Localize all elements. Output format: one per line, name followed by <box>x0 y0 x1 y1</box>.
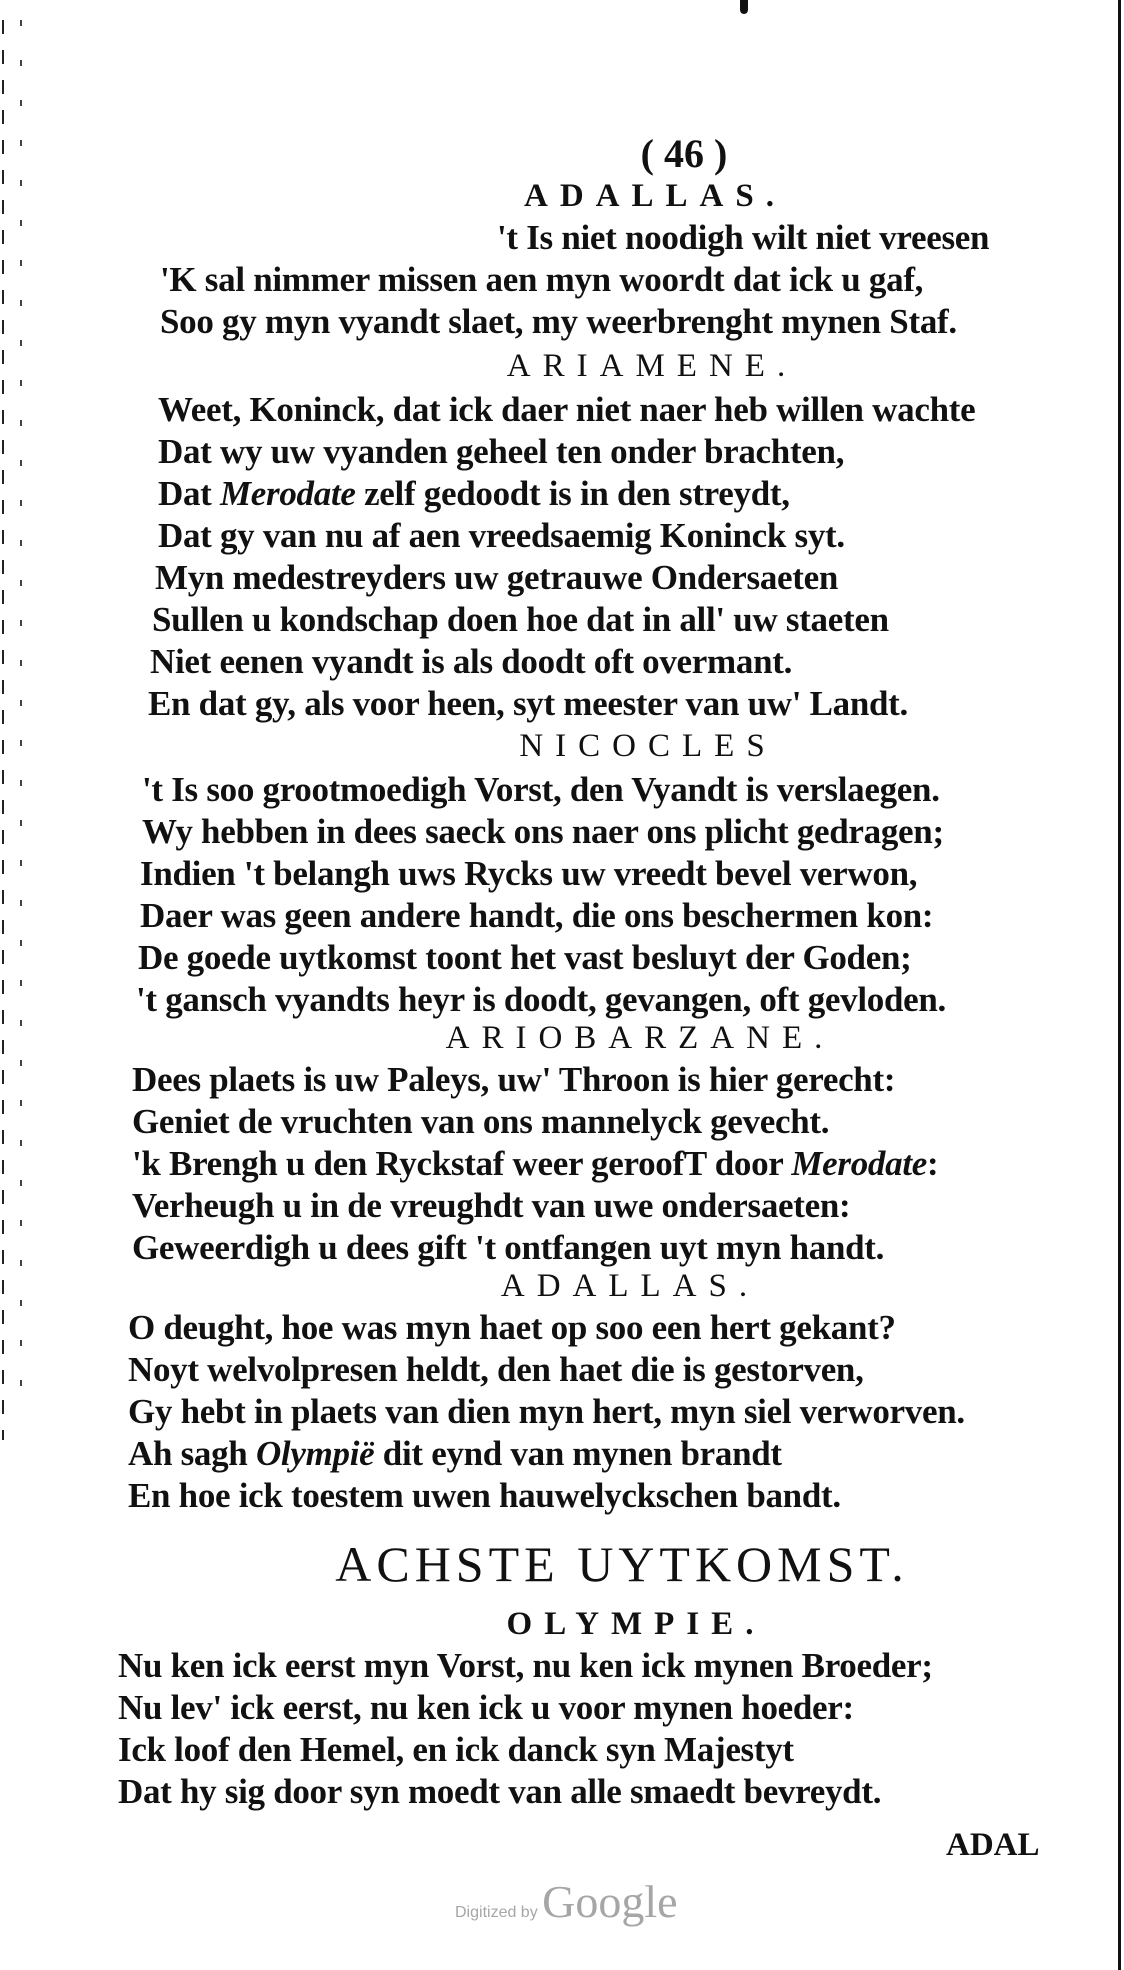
verse-word: dit eynd van mynen brandt <box>374 1434 782 1473</box>
verse-line: Geniet de vruchten van ons mannelyck gevecht. <box>132 1102 830 1141</box>
page-number: ( 46 ) <box>640 131 728 176</box>
verse-line: Daer was geen andere handt, die ons beschermen kon: <box>140 896 934 935</box>
verse-line: Verheugh u in de vreughdt van uwe ondersaeten: <box>132 1186 851 1225</box>
chapter-title: ACHSTE UYTKOMST. <box>335 1536 909 1592</box>
verse-line: Indien 't belangh uws Rycks uw vreedt bevel verwon, <box>140 854 918 893</box>
speaker-heading: ADALLAS. <box>500 1268 760 1304</box>
verse-line: 'K sal nimmer missen aen myn woordt dat ick u gaf, <box>160 260 924 299</box>
verse-line: Dat wy uw vyanden geheel ten onder brachten, <box>158 432 845 471</box>
verse-line: 't Is soo grootmoedigh Vorst, den Vyandt is verslaegen. <box>142 770 940 809</box>
verse-line: Dees plaets is uw Paleys, uw' Throon is hier gerecht: <box>132 1060 896 1099</box>
verse-line <box>158 476 790 511</box>
verse-line: Myn medestreyders uw getrauwe Ondersaeten <box>155 558 839 597</box>
verse-word: Dat <box>158 474 220 513</box>
watermark-prefix: Digitized by <box>455 1904 538 1921</box>
verse-line: Sullen u kondschap doen hoe dat in all' uw staeten <box>152 600 889 639</box>
proper-name-merodate: Merodate <box>219 474 356 513</box>
page-edge-left <box>2 20 4 1440</box>
verse-line: En hoe ick toestem uwen hauwelyckschen bandt. <box>128 1476 841 1515</box>
verse-line: Niet eenen vyandt is als doodt oft overmant. <box>150 642 793 681</box>
catchword: ADAL <box>946 1827 1040 1863</box>
verse-line: Ick loof den Hemel, en ick danck syn Majestyt <box>118 1730 794 1769</box>
page-edge-right <box>1118 0 1121 1970</box>
verse-line: 't gansch vyandts heyr is doodt, gevangen, oft gevloden. <box>136 980 946 1019</box>
verse-line: Geweerdigh u dees gift 't ontfangen uyt myn handt. <box>132 1228 885 1267</box>
verse-word: : <box>926 1144 939 1183</box>
speaker-heading: OLYMPIE. <box>506 1606 766 1642</box>
proper-name-merodate: Merodate <box>791 1144 927 1183</box>
verse-line: De goede uytkomst toont het vast besluyt der Goden; <box>138 938 912 977</box>
verse-line: Dat gy van nu af aen vreedsaemig Koninck syt. <box>158 516 845 555</box>
verse-word: Ah sagh <box>128 1434 256 1473</box>
top-ink-mark <box>740 0 748 14</box>
verse-line: Noyt welvolpresen heldt, den haet die is gestorven, <box>128 1350 864 1389</box>
verse-line <box>128 1436 782 1471</box>
digitized-watermark <box>455 1875 678 1928</box>
google-logo-text: Google <box>542 1876 678 1927</box>
verse-line: O deught, hoe was myn haet op soo een hert gekant? <box>128 1308 896 1347</box>
verse-line: Dat hy sig door syn moedt van alle smaedt bevreydt. <box>118 1772 882 1811</box>
speaker-heading: ARIOBARZANE. <box>445 1020 835 1056</box>
verse-line: Nu lev' ick eerst, nu ken ick u voor mynen hoeder: <box>118 1688 854 1727</box>
verse-word: zelf gedoodt is in den streydt, <box>355 474 790 513</box>
verse-line: Nu ken ick eerst myn Vorst, nu ken ick mynen Broeder; <box>118 1646 933 1685</box>
verse-line <box>132 1146 938 1181</box>
verse-line: Weet, Koninck, dat ick daer niet naer heb willen wachte <box>158 390 976 429</box>
verse-line: En dat gy, als voor heen, syt meester van uw' Landt. <box>148 684 908 723</box>
page-edge-left-specks <box>20 20 22 1420</box>
speaker-heading: ADALLAS. <box>524 178 786 214</box>
proper-name-olympie: Olympië <box>255 1434 375 1473</box>
verse-word: 'k Brengh u den Ryckstaf weer geroofT door <box>132 1144 792 1183</box>
verse-line: Gy hebt in plaets van dien myn hert, myn siel verworven. <box>128 1392 965 1431</box>
verse-line: Wy hebben in dees saeck ons naer ons plicht gedragen; <box>142 812 944 851</box>
speaker-heading: ARIAMENE. <box>506 348 798 384</box>
verse-line: 't Is niet noodigh wilt niet vreesen <box>497 218 990 257</box>
speaker-heading: NICOCLES <box>519 728 777 764</box>
verse-line: Soo gy myn vyandt slaet, my weerbrenght mynen Staf. <box>160 302 957 341</box>
